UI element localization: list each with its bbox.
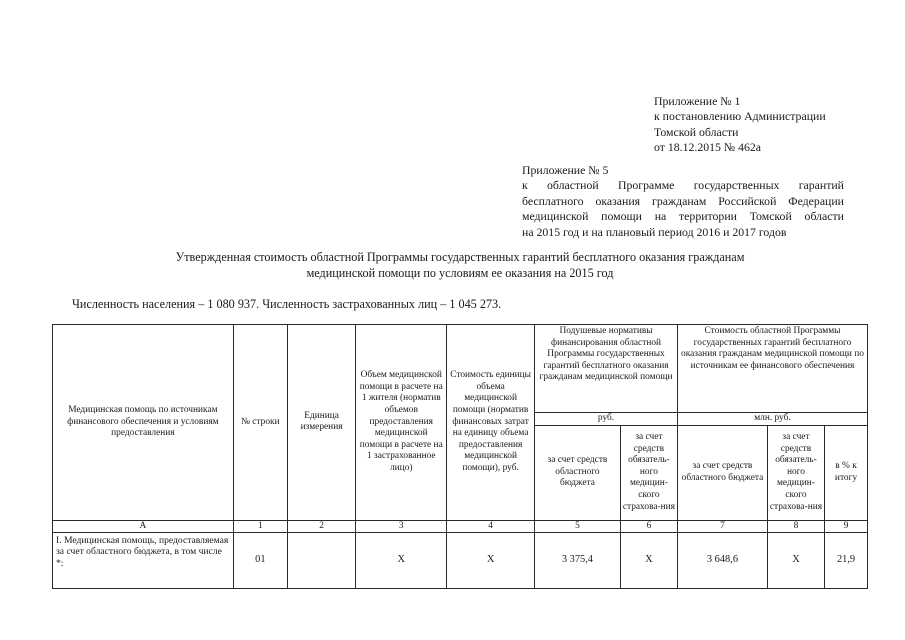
appendix-5-line-4: на 2015 год и на плановый период 2016 и 2017 годов: [522, 224, 787, 239]
header-group-cost: Стоимость областной Программы государственных гарантий бесплатного оказания гражданам медицинской помощи по источникам ее финансового обеспечения: [678, 325, 868, 413]
row-cost-oms: Х: [767, 532, 824, 588]
row-name: I. Медицинская помощь, предоставляемая за счет областного бюджета, в том числе *:: [53, 532, 234, 588]
header-col-4: Стоимость единицы объема медицинской помощи (норматив финансовых затрат на единицу объема предоставления медицинской помощи), руб.: [447, 325, 535, 521]
header-col-7: за счет средств областного бюджета: [678, 425, 768, 520]
row-percent: 21,9: [825, 532, 868, 588]
appendix-5-block: [522, 163, 844, 240]
population-line: Численность населения – 1 080 937. Численность застрахованных лиц – 1 045 273.: [72, 297, 502, 311]
row-unit: [287, 532, 355, 588]
appendix-5-line-3: медицинской помощи на территории Томской области: [522, 209, 844, 224]
header-col-6: за счет средств обязатель-ного медицин-ского страхова-ния: [620, 425, 677, 520]
header-col-3: Объем медицинской помощи в расчете на 1 жителя (норматив объемов предоставления медицинской помощи в расчете на 1 застрахованное лицо): [356, 325, 447, 521]
column-number: 6: [620, 520, 677, 532]
appendix-5-line-1: к областной Программе государственных гарантий: [522, 178, 844, 193]
appendix-1-line-3: от 18.12.2015 № 462а: [654, 140, 762, 155]
appendix-1-title: Приложение № 1: [654, 94, 741, 108]
row-line-number: 01: [233, 532, 287, 588]
column-number: 7: [678, 520, 768, 532]
row-cost-budget: 3 648,6: [678, 532, 768, 588]
row-unit-cost: Х: [447, 532, 535, 588]
document-heading: [100, 250, 820, 281]
header-group-per-capita: Подушевые нормативы финансирования областной Программы государственных гарантий бесплатного оказания гражданам медицинской помощи: [535, 325, 678, 413]
appendix-1-block: [654, 94, 854, 156]
column-number: А: [53, 520, 234, 532]
header-col-a: Медицинская помощь по источникам финансового обеспечения и условиям предоставления: [53, 325, 234, 521]
row-per-capita-oms: Х: [620, 532, 677, 588]
appendix-5-title: Приложение № 5: [522, 163, 609, 177]
header-col-5: за счет средств областного бюджета: [535, 425, 621, 520]
row-per-capita-budget: 3 375,4: [535, 532, 621, 588]
column-number: 1: [233, 520, 287, 532]
header-unit-rub: руб.: [535, 413, 678, 426]
header-col-9: в % к итогу: [825, 425, 868, 520]
header-col-2: Единица измерения: [287, 325, 355, 521]
header-unit-mln: млн. руб.: [678, 413, 868, 426]
column-number: 5: [535, 520, 621, 532]
column-number: 3: [356, 520, 447, 532]
heading-line-1: Утвержденная стоимость областной Программы государственных гарантий бесплатного оказания гражданам: [175, 250, 745, 264]
appendix-1-line-2: Томской области: [654, 124, 739, 139]
column-number: 4: [447, 520, 535, 532]
appendix-5-line-2: бесплатного оказания гражданам Российской Федерации: [522, 193, 844, 208]
appendix-1-line-1: к постановлению Администрации: [654, 109, 826, 124]
header-col-8: за счет средств обязатель-ного медицин-ского страхова-ния: [767, 425, 824, 520]
header-col-1: № строки: [233, 325, 287, 521]
program-cost-table: [52, 324, 868, 589]
table-row: [53, 532, 868, 588]
column-number-row: [53, 520, 868, 532]
heading-line-2: медицинской помощи по условиям ее оказания на 2015 год: [306, 265, 614, 280]
column-number: 8: [767, 520, 824, 532]
column-number: 9: [825, 520, 868, 532]
row-volume: Х: [356, 532, 447, 588]
column-number: 2: [287, 520, 355, 532]
